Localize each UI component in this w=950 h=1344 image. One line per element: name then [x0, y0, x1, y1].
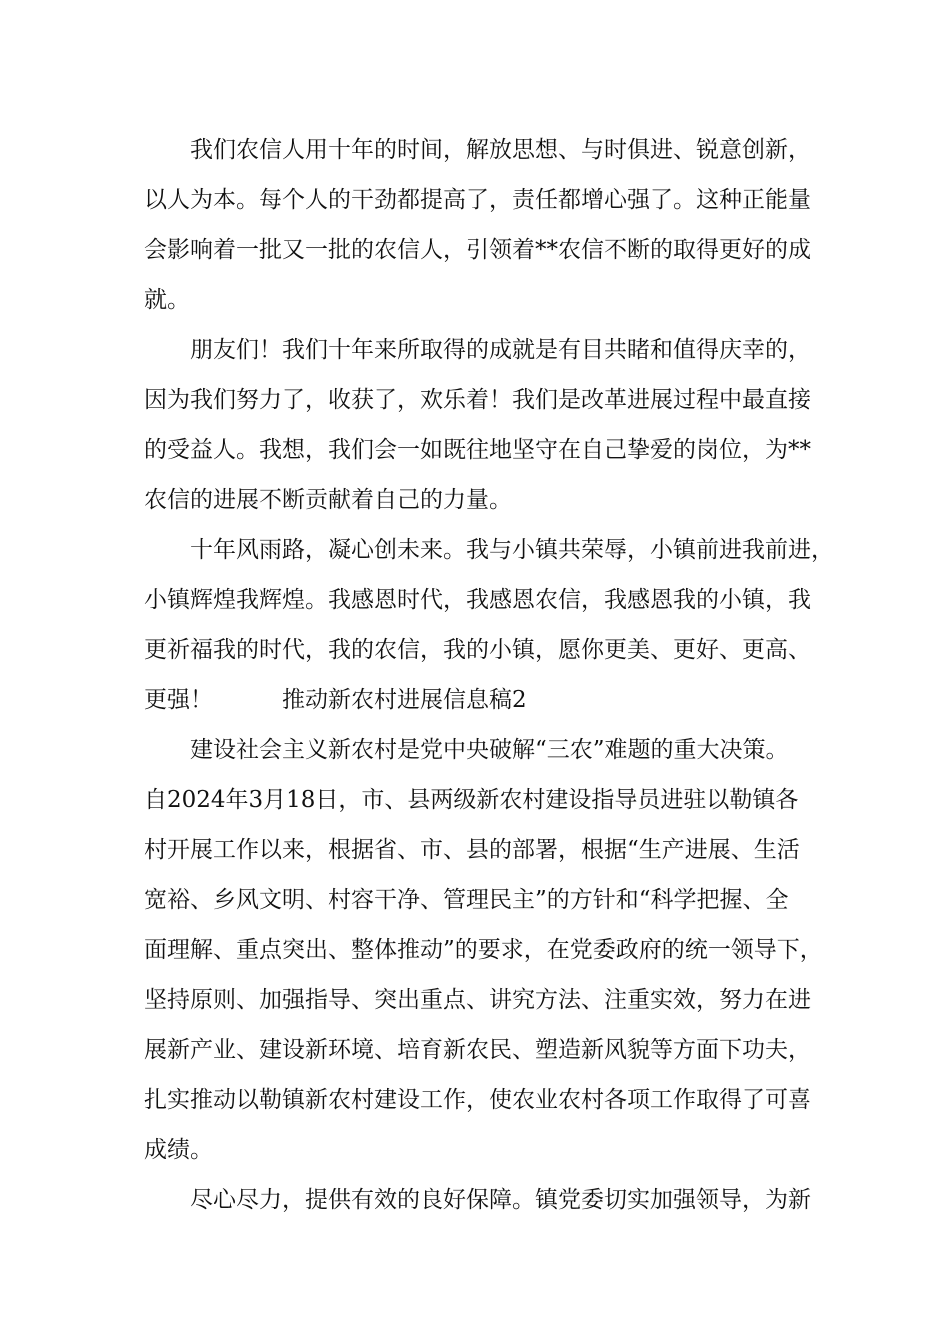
- text-line: 以人为本。每个人的干劲都提高了，责任都增心强了。这种正能量: [144, 187, 811, 213]
- text-line: 扎实推动以勒镇新农村建设工作，使农业农村各项工作取得了可喜: [144, 1087, 811, 1113]
- text-line: 建设社会主义新农村是党中央破解“三农”难题的重大决策。: [144, 737, 789, 763]
- text-line: 会影响着一批又一批的农信人，引领着**农信不断的取得更好的成: [144, 237, 811, 263]
- text-line: 因为我们努力了，收获了，欢乐着！我们是改革进展过程中最直接: [144, 387, 811, 413]
- text-line: 小镇辉煌我辉煌。我感恩时代，我感恩农信，我感恩我的小镇，我: [144, 587, 811, 613]
- text-line: 十年风雨路，凝心创未来。我与小镇共荣辱，小镇前进我前进，: [144, 537, 834, 563]
- text-line: 坚持原则、加强指导、突出重点、讲究方法、注重实效，努力在进: [144, 987, 811, 1013]
- text-line: 的受益人。我想，我们会一如既往地坚守在自己挚爱的岗位，为**: [144, 437, 811, 463]
- text-line: 更祈福我的时代，我的农信，我的小镇，愿你更美、更好、更高、: [144, 637, 811, 663]
- text-line: 农信的进展不断贡献着自己的力量。: [144, 487, 512, 513]
- text-line: 面理解、重点突出、整体推动”的要求，在党委政府的统一领导下，: [144, 937, 823, 963]
- text-line: 展新产业、建设新环境、培育新农民、塑造新风貌等方面下功夫，: [144, 1037, 811, 1063]
- text-line: 更强！ 推动新农村进展信息稿2: [144, 687, 527, 713]
- text-line: 尽心尽力，提供有效的良好保障。镇党委切实加强领导，为新: [144, 1187, 811, 1213]
- text-line: 成绩。: [144, 1137, 213, 1163]
- text-line: 朋友们！我们十年来所取得的成就是有目共睹和值得庆幸的，: [144, 337, 811, 363]
- text-line: 自2024年3月18日，市、县两级新农村建设指导员进驻以勒镇各: [144, 787, 799, 813]
- text-line: 宽裕、乡风文明、村容干净、管理民主”的方针和“科学把握、全: [144, 887, 789, 913]
- text-line: 村开展工作以来，根据省、市、县的部署，根据“生产进展、生活: [144, 837, 800, 863]
- text-line: 就。: [144, 287, 190, 313]
- text-line: 我们农信人用十年的时间，解放思想、与时俱进、锐意创新，: [144, 137, 811, 163]
